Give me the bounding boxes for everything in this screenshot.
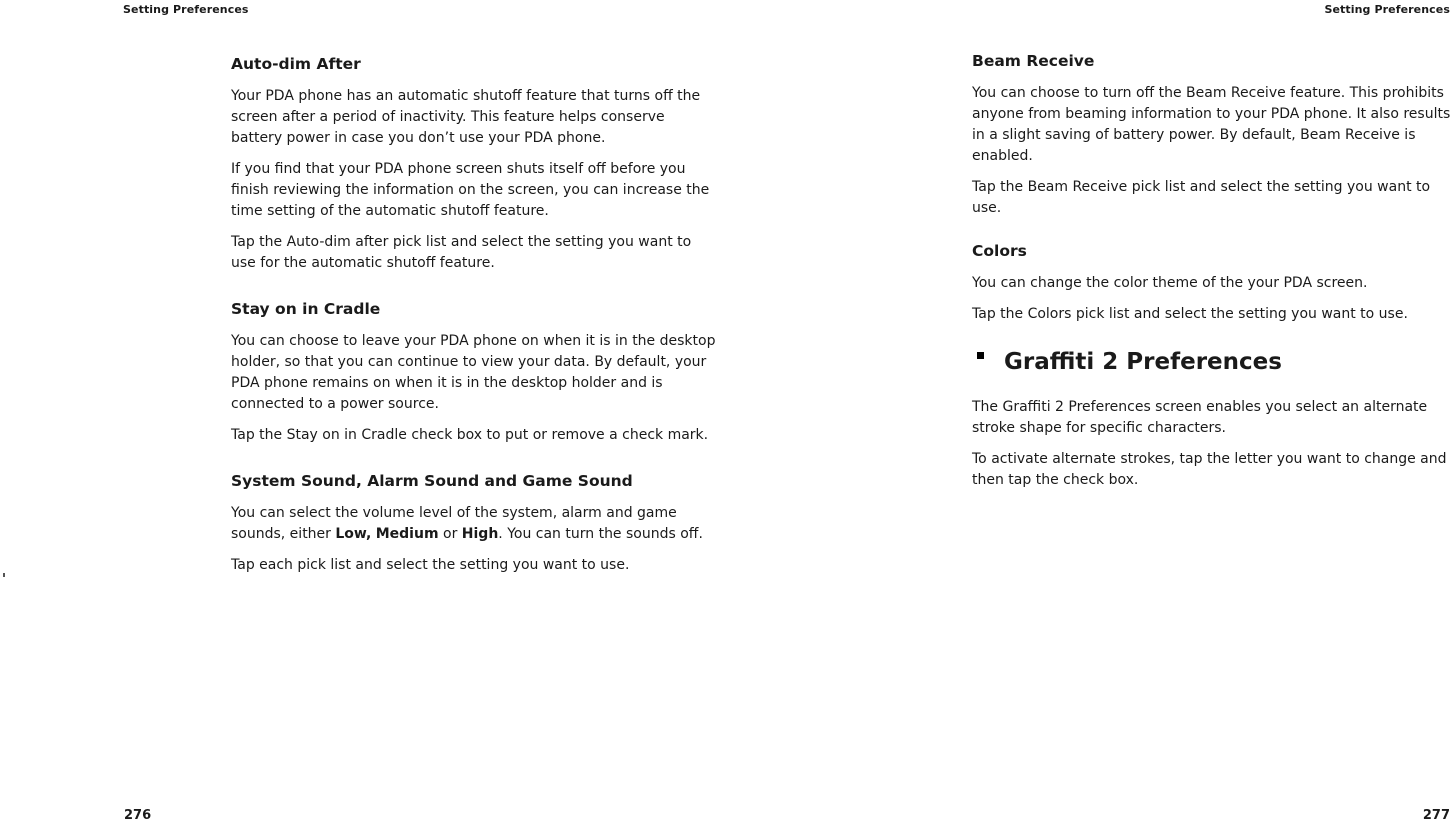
paragraph: Tap the Beam Receive pick list and select the setting you want to use.	[972, 179, 1431, 216]
text-run: You can select the volume level of the system, alarm and game sounds, either	[231, 505, 677, 542]
section-heading: System Sound, Alarm Sound and Game Sound	[231, 472, 633, 490]
paragraph: Your PDA phone has an automatic shutoff feature that turns off the screen after a period of inactivity. This feature helps conserve battery power in case you don’t use your PDA phone.	[231, 88, 701, 146]
paragraph: Tap each pick list and select the setting you want to use.	[231, 557, 630, 573]
running-header: Setting Preferences	[123, 3, 249, 16]
option-high: High	[461, 526, 499, 542]
right-page	[725, 0, 1450, 824]
paragraph	[231, 503, 716, 545]
paragraph: To activate alternate strokes, tap the letter you want to change and then tap the check box.	[972, 451, 1447, 488]
paragraph: Tap the Colors pick list and select the setting you want to use.	[972, 306, 1408, 322]
section-auto-dim	[231, 54, 716, 274]
paragraph: The Graffiti 2 Preferences screen enables you select an alternate stroke shape for specific characters.	[972, 399, 1428, 436]
option-low: Low,	[335, 526, 372, 542]
paragraph: You can choose to turn off the Beam Receive feature. This prohibits anyone from beaming information to your PDA phone. It also results in a slight saving of battery power. By default, Beam Receive is enabled.	[972, 85, 1450, 164]
paragraph: You can choose to leave your PDA phone on when it is in the desktop holder, so that you can continue to view your data. By default, your PDA phone remains on when it is in the desktop holder and is connected to a power source.	[231, 333, 716, 412]
running-header: Setting Preferences	[1324, 3, 1450, 16]
paragraph: If you find that your PDA phone screen shuts itself off before you finish reviewing the information on the screen, you can increase the time setting of the automatic shutoff feature.	[231, 161, 710, 219]
paragraph: Tap the Stay on in Cradle check box to put or remove a check mark.	[231, 427, 709, 443]
paragraph: You can change the color theme of the your PDA screen.	[972, 275, 1368, 291]
bullet-square-icon	[977, 352, 984, 359]
section-heading: Colors	[972, 242, 1027, 260]
section-sounds	[231, 471, 716, 576]
section-beam-receive	[972, 51, 1450, 219]
text-run: or	[438, 526, 462, 542]
section-stay-on-in-cradle	[231, 299, 716, 446]
left-page-content	[231, 54, 716, 601]
main-heading	[972, 347, 1450, 377]
section-heading: Beam Receive	[972, 52, 1095, 70]
option-medium: Medium	[375, 526, 439, 542]
right-page-content	[972, 51, 1450, 501]
page-number: 277	[1422, 808, 1450, 823]
section-colors	[972, 241, 1450, 325]
paragraph: Tap the Auto-dim after pick list and select the setting you want to use for the automatic shutoff feature.	[231, 234, 692, 271]
section-heading: Stay on in Cradle	[231, 300, 381, 318]
text-run: . You can turn the sounds off.	[498, 526, 703, 542]
section-heading: Auto-dim After	[231, 55, 361, 73]
main-heading-text: Graffiti 2 Preferences	[1004, 349, 1282, 375]
page-number: 276	[124, 808, 152, 823]
